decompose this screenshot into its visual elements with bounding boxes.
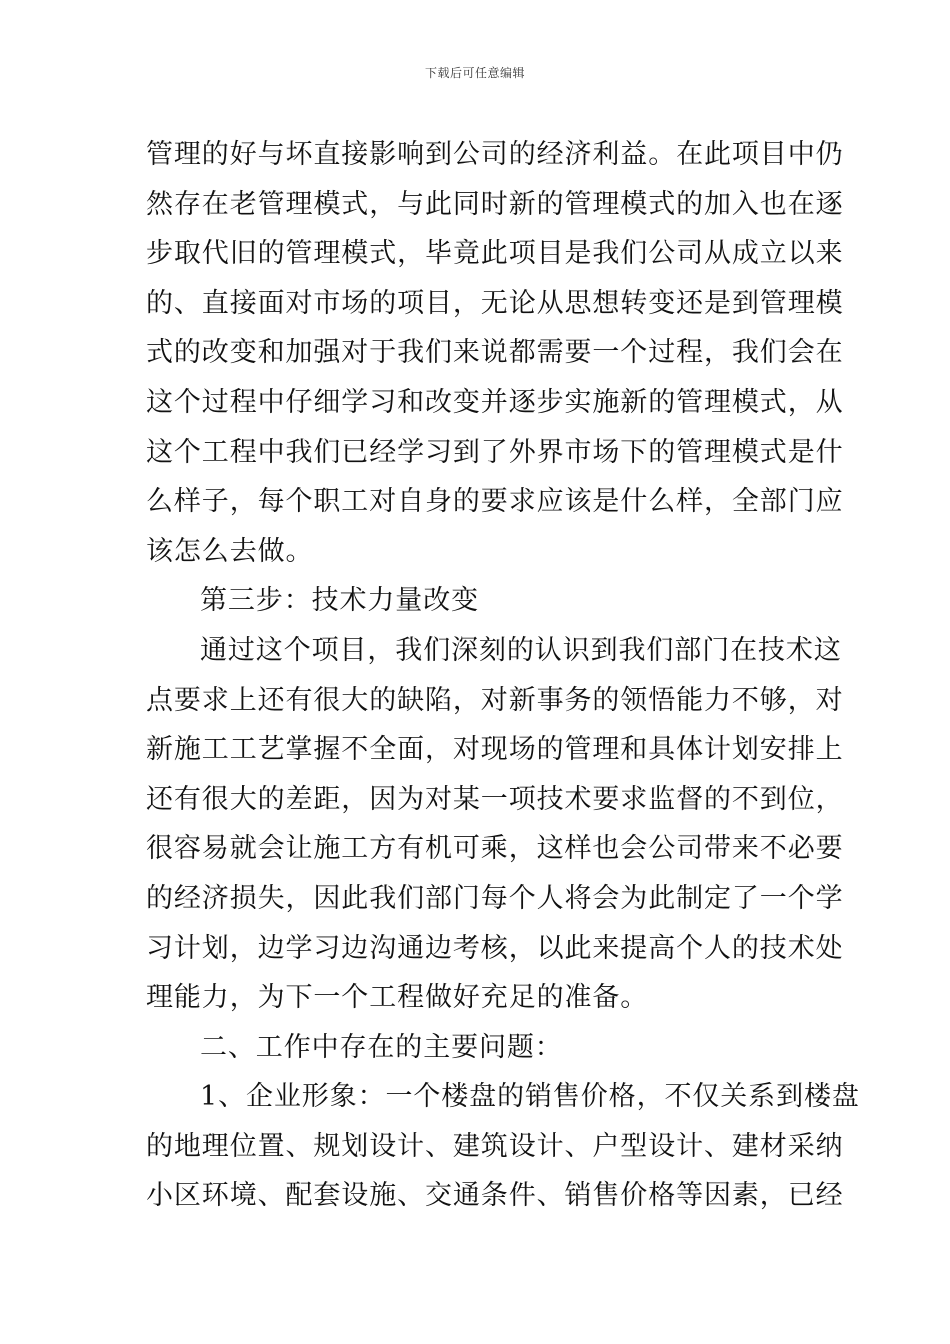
text-line: 1、企业形象：一个楼盘的销售价格，不仅关系到楼盘	[200, 1081, 860, 1113]
text-line: 二、工作中存在的主要问题：	[200, 1031, 563, 1063]
body-text	[146, 130, 860, 1221]
text-line: 第三步：技术力量改变	[200, 585, 479, 617]
text-line: 式的改变和加强对于我们来说都需要一个过程，我们会在	[146, 337, 844, 369]
text-line: 通过这个项目，我们深刻的认识到我们部门在技术这	[200, 634, 842, 666]
text-line: 的、直接面对市场的项目，无论从思想转变还是到管理模	[146, 287, 844, 319]
text-line: 新施工工艺掌握不全面，对现场的管理和具体计划安排上	[146, 734, 844, 766]
page-header: 下载后可任意编辑	[424, 66, 525, 80]
text-line: 管理的好与坏直接影响到公司的经济利益。在此项目中仍	[146, 139, 844, 170]
text-line: 还有很大的差距，因为对某一项技术要求监督的不到位，	[146, 783, 844, 815]
text-line: 小区环境、配套设施、交通条件、销售价格等因素，已经	[146, 1180, 844, 1212]
text-line: 这个过程中仔细学习和改变并逐步实施新的管理模式，从	[146, 386, 844, 418]
text-line: 然存在老管理模式，与此同时新的管理模式的加入也在逐	[146, 188, 844, 220]
text-line: 很容易就会让施工方有机可乘，这样也会公司带来不必要	[146, 833, 844, 865]
text-line: 这个工程中我们已经学习到了外界市场下的管理模式是什	[146, 436, 844, 468]
text-line: 的地理位置、规划设计、建筑设计、户型设计、建材采纳	[146, 1130, 844, 1162]
text-line: 么样子，每个职工对自身的要求应该是什么样，全部门应	[146, 486, 844, 518]
text-line: 习计划，边学习边沟通边考核，以此来提高个人的技术处	[146, 932, 844, 964]
text-line: 点要求上还有很大的缺陷，对新事务的领悟能力不够，对	[146, 684, 844, 716]
text-line: 步取代旧的管理模式，毕竟此项目是我们公司从成立以来	[146, 238, 844, 270]
text-line: 该怎么去做。	[146, 535, 314, 567]
text-line: 的经济损失，因此我们部门每个人将会为此制定了一个学	[146, 882, 844, 914]
text-line: 理能力，为下一个工程做好充足的准备。	[146, 982, 649, 1014]
